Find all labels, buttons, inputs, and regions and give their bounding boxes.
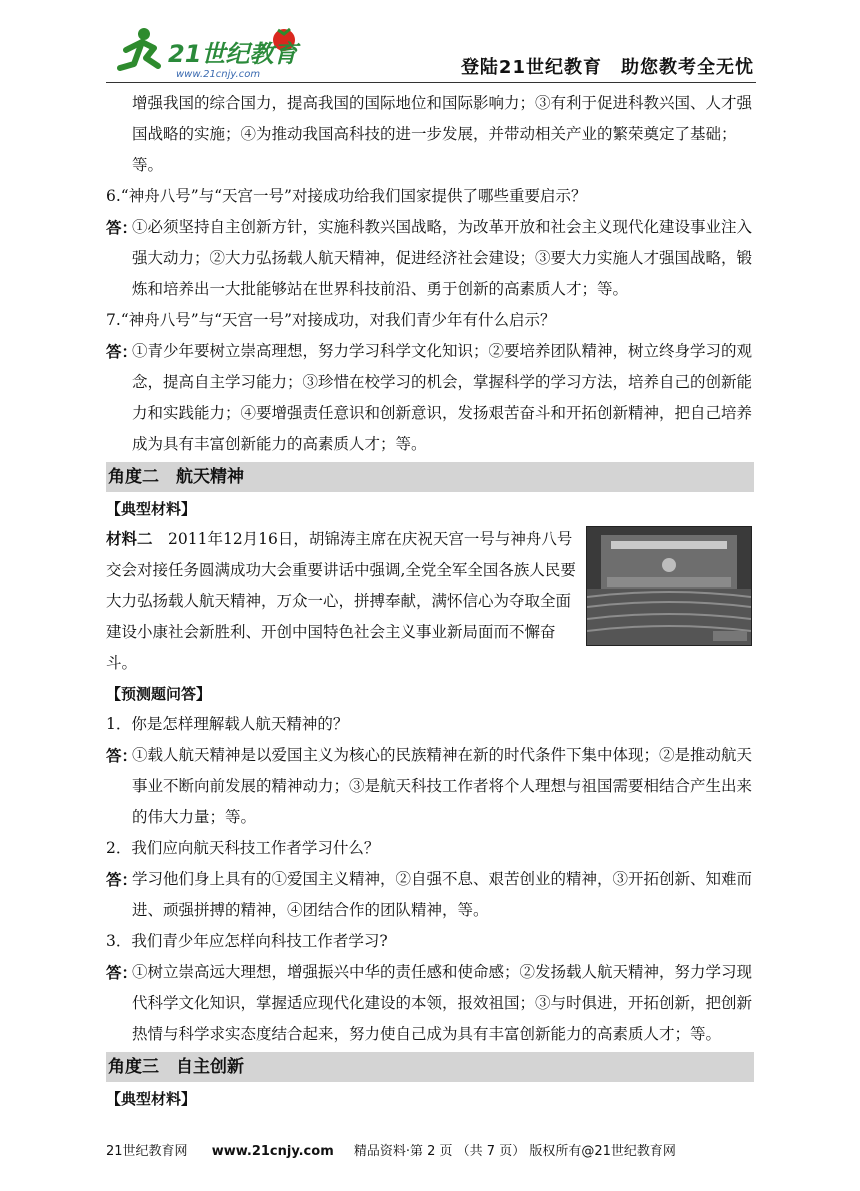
question: 3．我们青少年应怎样向科技工作者学习? — [106, 932, 388, 950]
footer-right: 精品资料·第 2 页 （共 7 页） 版权所有@21世纪教育网 — [353, 1144, 676, 1159]
question: 2．我们应向航天科技工作者学习什么？ — [106, 839, 380, 857]
answer — [106, 212, 754, 305]
material-label: 材料二 — [106, 530, 153, 548]
document-body — [106, 88, 754, 1114]
running-man-icon — [120, 28, 158, 68]
header-slogan: 登陆21世纪教育 助您教考全无忧 — [460, 57, 754, 78]
page-header — [106, 20, 756, 83]
footer-left: 21世纪教育网 — [106, 1144, 188, 1159]
answer — [106, 957, 754, 1050]
subheading: 【典型材料】 — [106, 1090, 197, 1108]
answer-text: ①载人航天精神是以爱国主义为核心的民族精神在新的时代条件下集中体现；②是推动航天事业不断向前发展的精神动力；③是航天科技工作者将个人理想与祖国需要相结合产生出来的伟大力量；等。 — [132, 746, 753, 826]
material-body: 2011年12月16日，胡锦涛主席在庆祝天宫一号与神舟八号交会对接任务圆满成功大会重要讲话中强调,全党全军全国各族人民要大力弘扬载人航天精神，万众一心，拼搏奉献，满怀信心为夺取全面建设小康社会新胜利、开创中国特色社会主义事业新局面而不懈奋斗。 — [106, 530, 576, 672]
question: 1．你是怎样理解载人航天精神的？ — [106, 715, 349, 733]
answer-text: ①必须坚持自主创新方针，实施科教兴国战略，为改革开放和社会主义现代化建设事业注入强大动力；②大力弘扬载人航天精神，促进经济社会建设；③要大力实施人才强国战略，锻炼和培养出一大批能够站在世界科技前沿、勇于创新的高素质人才；等。 — [132, 218, 753, 298]
answer-label: 答： — [106, 218, 138, 237]
answer — [106, 740, 754, 833]
answer-label: 答： — [106, 870, 138, 889]
answer — [106, 336, 754, 460]
material-block — [106, 524, 754, 679]
answer-text: ①树立崇高远大理想，增强振兴中华的责任感和使命感；②发扬载人航天精神，努力学习现代科学文化知识，掌握适应现代化建设的本领，报效祖国；③与时俱进，开拓创新，把创新热情与科学求实态度结合起来，努力使自己成为具有丰富创新能力的高素质人才；等。 — [132, 963, 753, 1043]
footer-site-link[interactable]: www.21cnjy.com — [211, 1144, 334, 1159]
answer-label: 答： — [106, 342, 138, 361]
material-text — [106, 524, 576, 679]
page-footer — [106, 1140, 756, 1159]
section-heading: 角度二 航天精神 — [106, 462, 754, 492]
answer-text: ①青少年要树立崇高理想，努力学习科学文化知识；②要培养团队精神，树立终身学习的观念，提高自主学习能力；③珍惜在校学习的机会，掌握科学的学习方法，培养自己的创新能力和实践能力；④要增强责任意识和创新意识，发扬艰苦奋斗和开拓创新精神，把自己培养成为具有丰富创新能力的高素质人才；等。 — [132, 342, 753, 453]
site-logo[interactable] — [106, 20, 306, 82]
logo-url: www.21cnjy.com — [176, 69, 261, 80]
answer-label: 答： — [106, 746, 138, 765]
answer-text: 学习他们身上具有的①爱国主义精神，②自强不息、艰苦创业的精神，③开拓创新、知难而进、顽强拼搏的精神，④团结合作的团队精神，等。 — [132, 870, 753, 919]
question: 6.“神舟八号”与“天宫一号”对接成功给我们国家提供了哪些重要启示？ — [106, 187, 587, 205]
subheading: 【预测题问答】 — [106, 685, 212, 703]
logo-text: 21世纪教育 — [168, 40, 298, 68]
answer-label: 答： — [106, 963, 138, 982]
assembly-hall-photo — [586, 526, 752, 646]
paragraph: 增强我国的综合国力，提高我国的国际地位和国际影响力；③有利于促进科教兴国、人才强国战略的实施；④为推动我国高科技的进一步发展，并带动相关产业的繁荣奠定了基础；等。 — [132, 94, 753, 174]
section-heading: 角度三 自主创新 — [106, 1052, 754, 1082]
subheading: 【典型材料】 — [106, 500, 197, 518]
question: 7.“神舟八号”与“天宫一号”对接成功，对我们青少年有什么启示？ — [106, 311, 556, 329]
answer — [106, 864, 754, 926]
